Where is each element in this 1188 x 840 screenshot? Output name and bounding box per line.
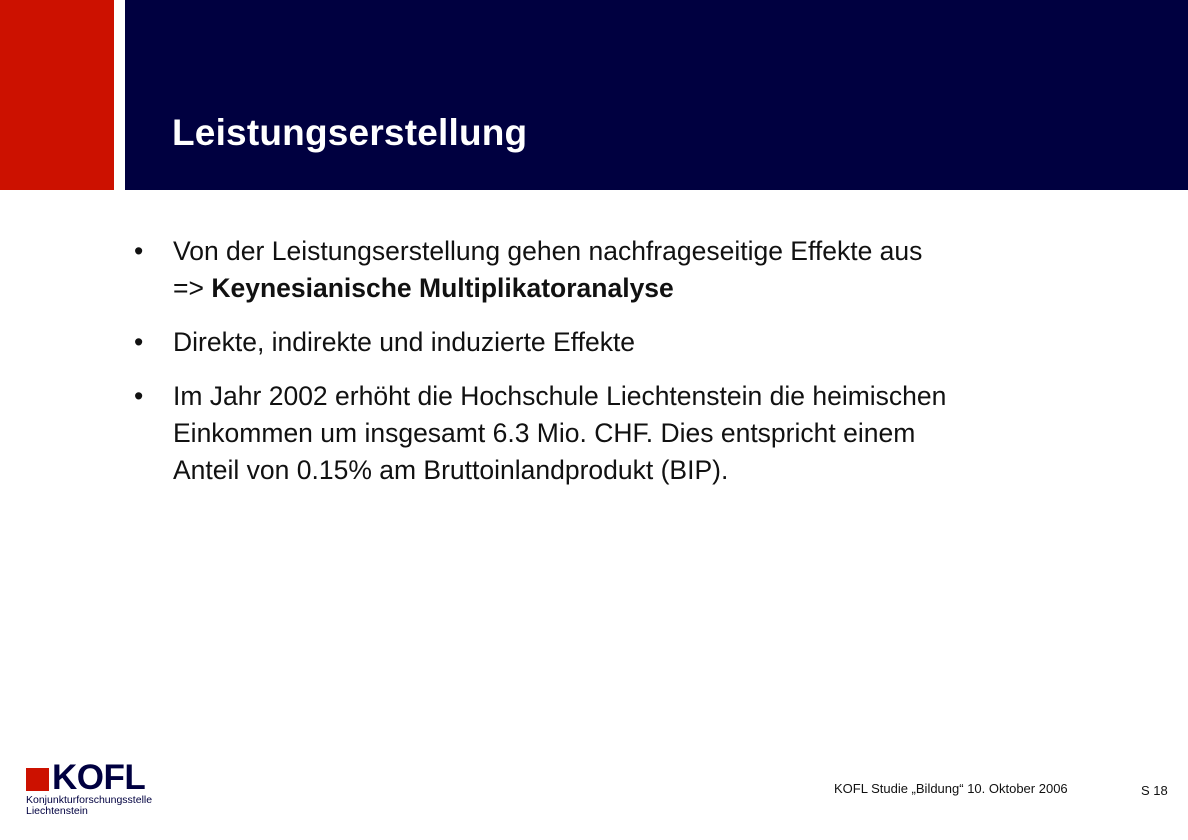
slide-title: Leistungserstellung [172,112,528,153]
bullet-text-line: Einkommen um insgesamt 6.3 Mio. CHF. Dies entspricht einem [173,418,916,448]
bullet-icon: • [134,381,144,411]
bullet-text-emphasis: Keynesianische Multiplikatoranalyse [211,273,674,303]
logo-subtitle-line: Konjunkturforschungsstelle [26,794,153,806]
header-bar [125,0,1188,190]
logo-wordmark: KOFL [52,758,146,797]
bullet-icon: • [134,236,144,266]
logo-square-icon [26,768,49,791]
header-accent-bar [0,0,114,190]
bullet-text-line: Anteil von 0.15% am Bruttoinlandprodukt (BIP). [173,455,729,485]
bullet-item-income-2002 [132,378,1132,489]
logo-subtitle [26,795,152,817]
bullet-item-demand-effects [132,233,1132,307]
bullet-item-effect-types [132,324,1132,361]
bullet-text-prefix: => [173,273,212,303]
bullet-text-line: Von der Leistungserstellung gehen nachfrageseitige Effekte aus [173,236,923,266]
kofl-logo [26,758,186,817]
footer-text: KOFL Studie „Bildung“ 10. Oktober 2006 [834,781,1068,796]
page-number: S 18 [1141,783,1168,798]
bullet-text-line: Im Jahr 2002 erhöht die Hochschule Liechtenstein die heimischen [173,381,947,411]
bullet-list [132,233,1132,506]
logo-subtitle-line: Liechtenstein [26,805,88,817]
bullet-icon: • [134,327,144,357]
bullet-text-line: Direkte, indirekte und induzierte Effekte [173,327,636,357]
